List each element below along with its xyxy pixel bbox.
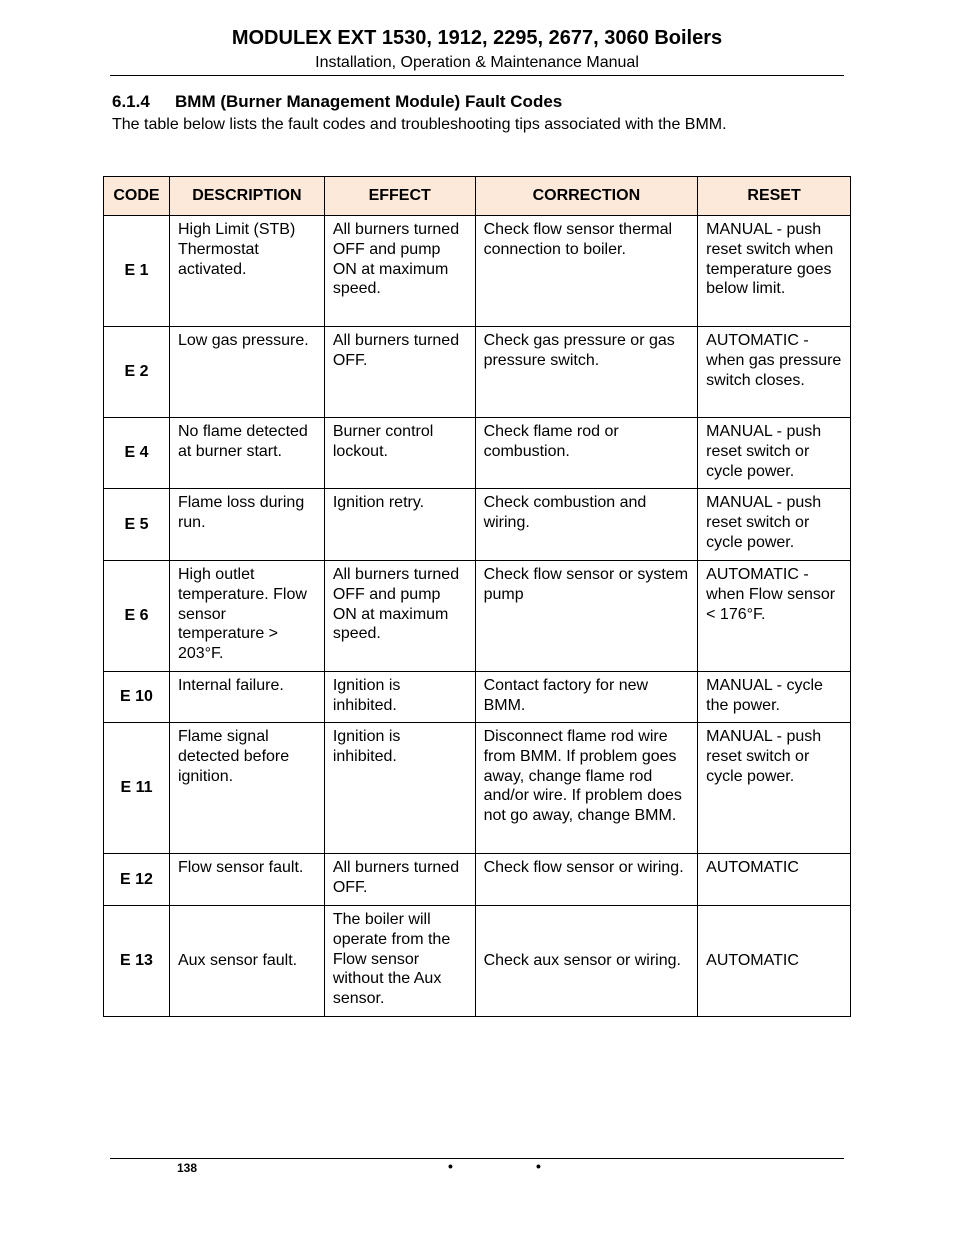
table-row (104, 906, 851, 1017)
cell-description: No flame detected at burner start. (169, 418, 324, 489)
cell-reset: MANUAL - push reset switch or cycle power. (698, 489, 851, 561)
cell-description: Flame loss during run. (169, 489, 324, 561)
table-row (104, 854, 851, 906)
cell-description: Aux sensor fault. (169, 906, 324, 1017)
cell-correction: Check flow sensor or system pump (475, 561, 698, 672)
cell-effect: All burners turned OFF and pump ON at maximum speed. (324, 561, 475, 672)
cell-effect: All burners turned OFF. (324, 854, 475, 906)
cell-code: E 10 (104, 672, 170, 723)
section-intro: The table below lists the fault codes and troubleshooting tips associated with the BMM. (112, 116, 727, 133)
section-number: 6.1.4 (112, 92, 150, 111)
section-title: BMM (Burner Management Module) Fault Codes (175, 92, 563, 111)
header-correction: CORRECTION (475, 177, 698, 216)
footer-bullet: • (536, 1158, 541, 1174)
header-description: DESCRIPTION (169, 177, 324, 216)
cell-correction: Disconnect flame rod wire from BMM. If problem goes away, change flame rod and/or wire. If problem does not go away, change BMM. (475, 723, 698, 854)
table-row (104, 561, 851, 672)
cell-description: High outlet temperature. Flow sensor temperature > 203°F. (169, 561, 324, 672)
cell-effect: The boiler will operate from the Flow sensor without the Aux sensor. (324, 906, 475, 1017)
cell-reset: AUTOMATIC (698, 906, 851, 1017)
cell-correction: Check flame rod or combustion. (475, 418, 698, 489)
cell-code: E 13 (104, 906, 170, 1017)
cell-effect: Ignition retry. (324, 489, 475, 561)
cell-code: E 12 (104, 854, 170, 906)
table-row (104, 216, 851, 327)
cell-correction: Check gas pressure or gas pressure switch. (475, 327, 698, 418)
table-row (104, 489, 851, 561)
cell-description: Flow sensor fault. (169, 854, 324, 906)
cell-code: E 4 (104, 418, 170, 489)
cell-reset: AUTOMATIC - when Flow sensor < 176°F. (698, 561, 851, 672)
cell-description: Flame signal detected before ignition. (169, 723, 324, 854)
cell-description: High Limit (STB) Thermostat activated. (169, 216, 324, 327)
cell-description: Internal failure. (169, 672, 324, 723)
table-header-row (104, 177, 851, 216)
cell-correction: Check flow sensor or wiring. (475, 854, 698, 906)
cell-effect: All burners turned OFF. (324, 327, 475, 418)
cell-reset: AUTOMATIC (698, 854, 851, 906)
header-code: CODE (104, 177, 170, 216)
section-heading (112, 92, 562, 112)
fault-codes-table (103, 176, 851, 1017)
page-number: 138 (177, 1161, 198, 1175)
cell-reset: MANUAL - push reset switch when temperature goes below limit. (698, 216, 851, 327)
cell-reset: MANUAL - push reset switch or cycle power. (698, 723, 851, 854)
header-divider (110, 75, 844, 76)
cell-effect: All burners turned OFF and pump ON at maximum speed. (324, 216, 475, 327)
table-row (104, 672, 851, 723)
cell-reset: MANUAL - push reset switch or cycle power. (698, 418, 851, 489)
cell-effect: Ignition is inhibited. (324, 672, 475, 723)
cell-code: E 6 (104, 561, 170, 672)
document-title: MODULEX EXT 1530, 1912, 2295, 2677, 3060 Boilers (231, 27, 723, 49)
header-effect: EFFECT (324, 177, 475, 216)
table-row (104, 418, 851, 489)
cell-effect: Ignition is inhibited. (324, 723, 475, 854)
document-subtitle: Installation, Operation & Maintenance Manual (315, 54, 639, 71)
cell-effect: Burner control lockout. (324, 418, 475, 489)
table-row (104, 723, 851, 854)
cell-code: E 11 (104, 723, 170, 854)
footer-divider (110, 1158, 844, 1159)
table-row (104, 327, 851, 418)
cell-code: E 1 (104, 216, 170, 327)
header-reset: RESET (698, 177, 851, 216)
cell-code: E 5 (104, 489, 170, 561)
cell-correction: Check combustion and wiring. (475, 489, 698, 561)
cell-correction: Check aux sensor or wiring. (475, 906, 698, 1017)
cell-description: Low gas pressure. (169, 327, 324, 418)
cell-correction: Contact factory for new BMM. (475, 672, 698, 723)
footer-bullet: • (448, 1158, 453, 1174)
cell-correction: Check flow sensor thermal connection to boiler. (475, 216, 698, 327)
cell-reset: AUTOMATIC - when gas pressure switch closes. (698, 327, 851, 418)
cell-reset: MANUAL - cycle the power. (698, 672, 851, 723)
cell-code: E 2 (104, 327, 170, 418)
